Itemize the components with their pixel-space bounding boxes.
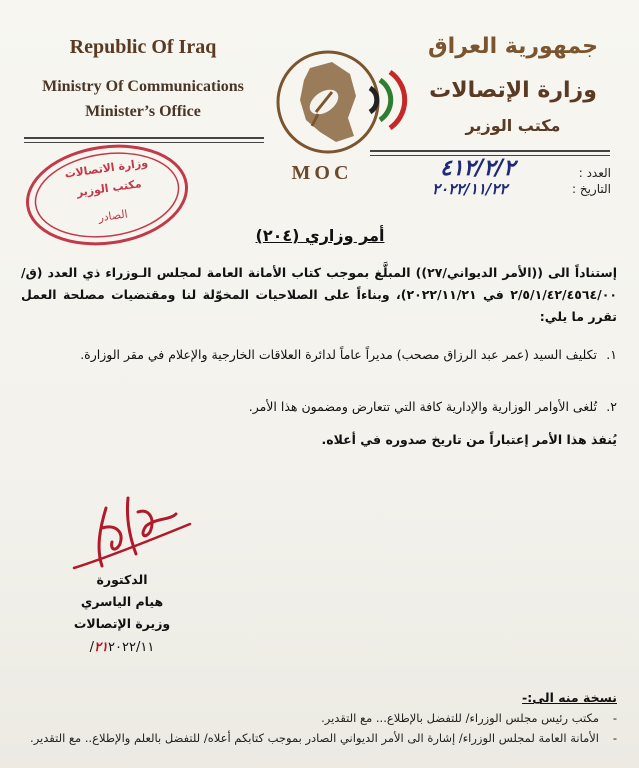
header-office-en: Minister’s Office — [85, 103, 201, 120]
reference-number-value: ٤١٢/٢/٢ — [440, 156, 516, 181]
signatory-title: الدكتورة — [96, 572, 148, 587]
copies-item-2: -الأمانة العامة لمجلس الوزراء/ إشارة الى الأمر الديواني الصادر بموجب كتابكم أعلاه/ للتفضل بالعلم والإطلاع.. مع التقدير. — [30, 731, 617, 745]
copies-item-1: -مكتب رئيس مجلس الوزراء/ للتفضل بالإطلاع... مع التقدير. — [321, 711, 617, 725]
signatory-date-prefix: ٢٠٢٢/١١/ — [89, 640, 155, 655]
order-title: أمر وزاري (٢٠٤) — [255, 226, 385, 245]
ministry-logo-icon — [258, 40, 428, 170]
order-item-2-text: تُلغى الأوامر الوزارية والإدارية كافة التي تتعارض ومضمون هذا الأمر. — [248, 399, 597, 414]
reference-date-value: ٢٠٢٢/١١/٢٢ — [432, 180, 508, 198]
header-country-ar: جمهورية العراق — [428, 34, 598, 59]
execution-clause: يُنفذ هذا الأمر إعتباراً من تاريخ صدوره في أعلاه. — [321, 432, 617, 447]
office-stamp — [22, 140, 192, 250]
order-item-1-number: ١. — [606, 347, 617, 362]
order-intro-paragraph: إستناداً الى ((الأمر الديواني/٢٧)) المبلَّغ بموجب كتاب الأمانة العامة لمجلس الـوزراء ذي العدد (ق/٢/٥/١/٤٢/٤٥٦٤/٠٠ في ٢٠٢٢/١١/٢١)، وبناءاً على الصلاحيات المخوّلة لنا ومقتضيات مصلحة العمل تقرر ما يلي: — [21, 265, 617, 324]
signatory-date-day: ٢١ — [94, 640, 109, 655]
signatory-position: وزيرة الإتصالات — [73, 616, 171, 631]
reference-date-label: التاريخ : — [571, 182, 611, 196]
order-item-2-number: ٢. — [606, 399, 617, 414]
copies-item-1-text: مكتب رئيس مجلس الوزراء/ للتفضل بالإطلاع... مع التقدير. — [321, 711, 599, 725]
stamp-line-1: وزارة الاتصالات — [63, 156, 149, 181]
copies-heading: نسخة منه الى:- — [522, 690, 617, 705]
signatory-name: هيام الياسري — [80, 594, 164, 609]
header-ministry-en: Ministry Of Communications — [42, 78, 244, 95]
stamp-line-2: مكتب الوزير — [75, 177, 143, 200]
header-country-en: Republic Of Iraq — [69, 36, 217, 58]
signatory-date — [62, 640, 182, 655]
reference-number-label: العدد : — [578, 166, 611, 180]
header-office-ar: مكتب الوزير — [465, 116, 561, 135]
header-divider-left — [24, 137, 264, 139]
logo-text: MOC — [291, 162, 353, 184]
copies-item-2-text: الأمانة العامة لمجلس الوزراء/ إشارة الى الأمر الديواني الصادر بموجب كتابكم أعلاه/ للتفضل بالعلم والإطلاع.. مع التقدير. — [30, 731, 599, 745]
order-item-1 — [27, 344, 617, 366]
order-item-2 — [27, 396, 617, 418]
stamp-line-3: الصادر — [97, 207, 129, 225]
order-item-1-text: تكليف السيد (عمر عبد الرزاق مصحب) مديراً عاماً لدائرة العلاقات الخارجية والإعلام في مقر الوزارة. — [80, 347, 597, 362]
header-ministry-ar: وزارة الإتصالات — [429, 78, 597, 103]
handwritten-signature — [66, 488, 196, 578]
